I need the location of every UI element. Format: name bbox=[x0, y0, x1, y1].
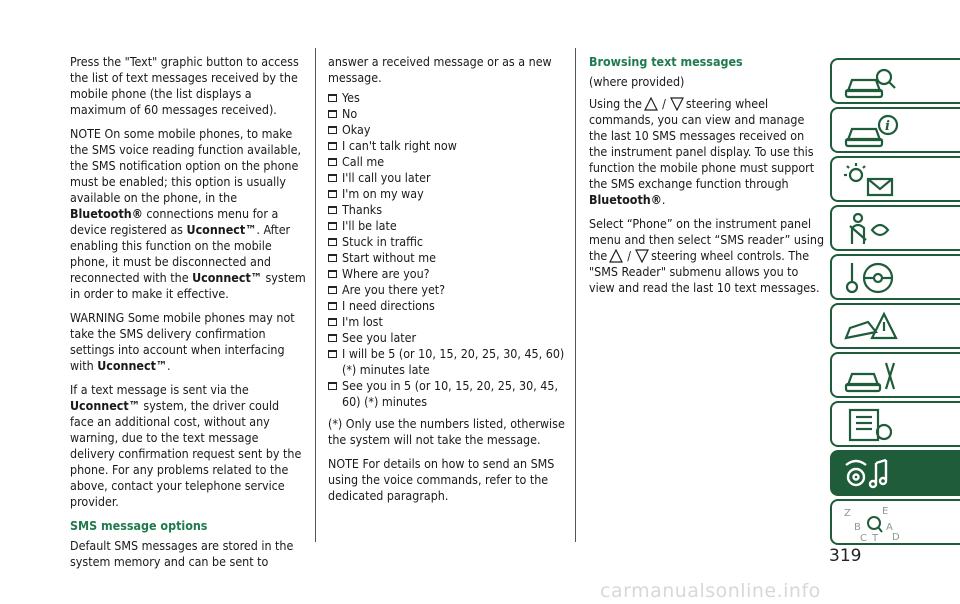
index-letter: D bbox=[892, 532, 900, 542]
steering-key-icon bbox=[842, 259, 902, 297]
text: system in order to make it effective. bbox=[70, 270, 306, 301]
text: system, the driver could face an additional cost, without any warning, due to the text message delivery confirmation request sent by the phone. For any problems related to the above, contact your telephone service provider. bbox=[70, 398, 302, 509]
message-bullet-icon bbox=[328, 302, 337, 310]
uconnect-brand: Uconnect™ bbox=[70, 398, 140, 413]
car-search-icon bbox=[842, 63, 902, 101]
sms-option-item bbox=[328, 378, 566, 410]
text: steering wheel commands, you can view and manage the last 10 SMS messages received on the instrument panel display. To use this function the mobile phone must support the SMS exchange function through bbox=[589, 96, 815, 191]
tab-warning-lights[interactable] bbox=[830, 156, 960, 202]
text: . After enabling this function on the mobile phone, it must be disconnected and reconnected with the bbox=[70, 222, 291, 285]
message-bullet-icon bbox=[328, 126, 337, 134]
text: connections menu for a device registered as bbox=[70, 206, 279, 237]
index-icon bbox=[842, 504, 902, 542]
message-bullet-icon bbox=[328, 94, 337, 102]
message-bullet-icon bbox=[328, 174, 337, 182]
paragraph-text-button: Press the "Text" graphic button to access the list of text messages received by the mobile phone (the list displays a maximum of 60 messages received). bbox=[70, 54, 299, 117]
message-bullet-icon bbox=[328, 382, 337, 390]
sms-option-item bbox=[328, 218, 566, 234]
text: NOTE On some mobile phones, to make the SMS voice reading function available, the SMS notification option on the phone must be enabled; this option is usually available on the phone, in the bbox=[70, 126, 301, 205]
paragraph-default-sms: Default SMS messages are stored in the system memory and can be sent to bbox=[70, 538, 294, 569]
sms-options-list bbox=[328, 90, 566, 410]
sms-option-item bbox=[328, 202, 566, 218]
sms-option-text: Are you there yet? bbox=[342, 282, 446, 297]
index-letter: T bbox=[872, 533, 879, 542]
watermark: carmanualsonline.info bbox=[600, 580, 821, 602]
page-number: 319 bbox=[829, 546, 862, 566]
text: If a text message is sent via the bbox=[70, 382, 249, 397]
text: Select “Phone” on the instrument panel menu and then select “SMS reader” using the bbox=[589, 216, 825, 263]
tab-starting-driving[interactable] bbox=[830, 254, 960, 300]
index-letter: A bbox=[886, 522, 893, 533]
sms-option-text: I'm on my way bbox=[342, 186, 424, 201]
message-bullet-icon bbox=[328, 190, 337, 198]
uconnect-brand: Uconnect™ bbox=[97, 358, 168, 373]
column-divider bbox=[315, 48, 316, 542]
sms-option-text: Start without me bbox=[342, 250, 436, 265]
bluetooth-brand: Bluetooth® bbox=[70, 206, 143, 221]
column-middle bbox=[328, 54, 566, 512]
index-letter: C bbox=[860, 533, 867, 542]
sms-option-item bbox=[328, 90, 566, 106]
heading-sms-message-options: SMS message options bbox=[70, 518, 208, 533]
uconnect-brand: Uconnect™ bbox=[186, 222, 257, 237]
sms-option-item bbox=[328, 106, 566, 122]
multimedia-icon bbox=[842, 455, 902, 493]
note-voice-commands: NOTE For details on how to send an SMS using the voice commands, refer to the dedicated paragraph. bbox=[328, 456, 555, 503]
note-sms-notification bbox=[70, 126, 306, 302]
paragraph-steering-commands bbox=[589, 96, 825, 208]
tab-servicing[interactable] bbox=[830, 352, 960, 398]
sms-option-text: See you in 5 (or 10, 15, 20, 25, 30, 45, 60) (*) minutes bbox=[342, 378, 559, 409]
message-bullet-icon bbox=[328, 206, 337, 214]
sms-option-item bbox=[328, 170, 566, 186]
message-bullet-icon bbox=[328, 238, 337, 246]
paragraph-answer-message: answer a received message or as a new message. bbox=[328, 54, 552, 85]
sms-option-text: No bbox=[342, 106, 358, 121]
svg-text:i: i bbox=[885, 119, 890, 134]
sms-option-text: Okay bbox=[342, 122, 371, 137]
sms-option-text: Thanks bbox=[342, 202, 383, 217]
sms-option-text: I need directions bbox=[342, 298, 435, 313]
sms-option-item bbox=[328, 186, 566, 202]
tab-car-info[interactable] bbox=[830, 107, 960, 153]
column-left bbox=[70, 54, 306, 578]
car-service-icon bbox=[842, 357, 902, 395]
index-letter: B bbox=[854, 522, 861, 533]
seatbelt-airbag-icon bbox=[842, 210, 902, 248]
sms-option-item bbox=[328, 234, 566, 250]
sms-option-item bbox=[328, 314, 566, 330]
sms-option-text: Where are you? bbox=[342, 266, 430, 281]
message-bullet-icon bbox=[328, 222, 337, 230]
up-arrow-icon bbox=[609, 249, 623, 263]
sms-option-text: Call me bbox=[342, 154, 385, 169]
message-bullet-icon bbox=[328, 270, 337, 278]
warning-lights-icon bbox=[842, 161, 902, 199]
sms-option-item bbox=[328, 138, 566, 154]
tab-multimedia[interactable] bbox=[830, 450, 960, 496]
warning-delivery-confirmation bbox=[70, 310, 306, 374]
sms-option-item bbox=[328, 282, 566, 298]
sms-option-item bbox=[328, 346, 566, 378]
message-bullet-icon bbox=[328, 254, 337, 262]
sms-option-text: I will be 5 (or 10, 15, 20, 25, 30, 45, 60) (*) minutes late bbox=[342, 346, 565, 377]
message-bullet-icon bbox=[328, 286, 337, 294]
sms-option-text: I can't talk right now bbox=[342, 138, 457, 153]
column-divider bbox=[575, 48, 576, 542]
down-arrow-icon bbox=[670, 97, 684, 111]
sms-option-text: I'll call you later bbox=[342, 170, 431, 185]
sms-option-item bbox=[328, 266, 566, 282]
heading-browsing-text-messages: Browsing text messages bbox=[589, 54, 743, 69]
tab-emergency[interactable] bbox=[830, 303, 960, 349]
index-letter: Z bbox=[844, 508, 851, 519]
sms-option-text: Stuck in traffic bbox=[342, 234, 424, 249]
slash: / bbox=[662, 96, 666, 111]
text: . bbox=[167, 358, 171, 373]
tab-specifications[interactable] bbox=[830, 401, 960, 447]
message-bullet-icon bbox=[328, 334, 337, 342]
sms-option-text: Yes bbox=[342, 90, 360, 105]
sms-option-item bbox=[328, 250, 566, 266]
sms-option-text: See you later bbox=[342, 330, 417, 345]
text: steering wheel controls. The "SMS Reader" submenu allows you to view and read the last 10 text messages. bbox=[589, 248, 820, 295]
car-info-icon bbox=[842, 112, 902, 150]
message-bullet-icon bbox=[328, 350, 337, 358]
index-letter: E bbox=[882, 506, 889, 517]
sms-option-item bbox=[328, 154, 566, 170]
car-emergency-icon bbox=[842, 308, 902, 346]
sms-option-item bbox=[328, 122, 566, 138]
bluetooth-brand: Bluetooth® bbox=[589, 192, 662, 207]
tab-car-search[interactable] bbox=[830, 58, 960, 104]
uconnect-brand: Uconnect™ bbox=[192, 270, 262, 285]
text: WARNING Some mobile phones may not take the SMS delivery confirmation settings into account when interfacing with bbox=[70, 310, 295, 373]
specifications-icon bbox=[842, 406, 902, 444]
message-bullet-icon bbox=[328, 158, 337, 166]
footnote-numbers: (*) Only use the numbers listed, otherwise the system will not take the message. bbox=[328, 416, 565, 447]
up-arrow-icon bbox=[644, 97, 658, 111]
sms-option-text: I'm lost bbox=[342, 314, 383, 329]
tab-safety[interactable] bbox=[830, 205, 960, 251]
message-bullet-icon bbox=[328, 110, 337, 118]
paragraph-sms-reader bbox=[589, 216, 825, 296]
column-right bbox=[589, 54, 825, 304]
text: Using the bbox=[589, 96, 643, 111]
text: . bbox=[661, 192, 666, 207]
message-bullet-icon bbox=[328, 142, 337, 150]
message-bullet-icon bbox=[328, 318, 337, 326]
sms-option-text: I'll be late bbox=[342, 218, 397, 233]
tab-index[interactable] bbox=[830, 499, 960, 545]
sms-option-item bbox=[328, 330, 566, 346]
where-provided: (where provided) bbox=[589, 74, 685, 89]
paragraph-additional-cost bbox=[70, 382, 306, 510]
sms-option-item bbox=[328, 298, 566, 314]
down-arrow-icon bbox=[635, 249, 649, 263]
slash: / bbox=[627, 248, 632, 263]
